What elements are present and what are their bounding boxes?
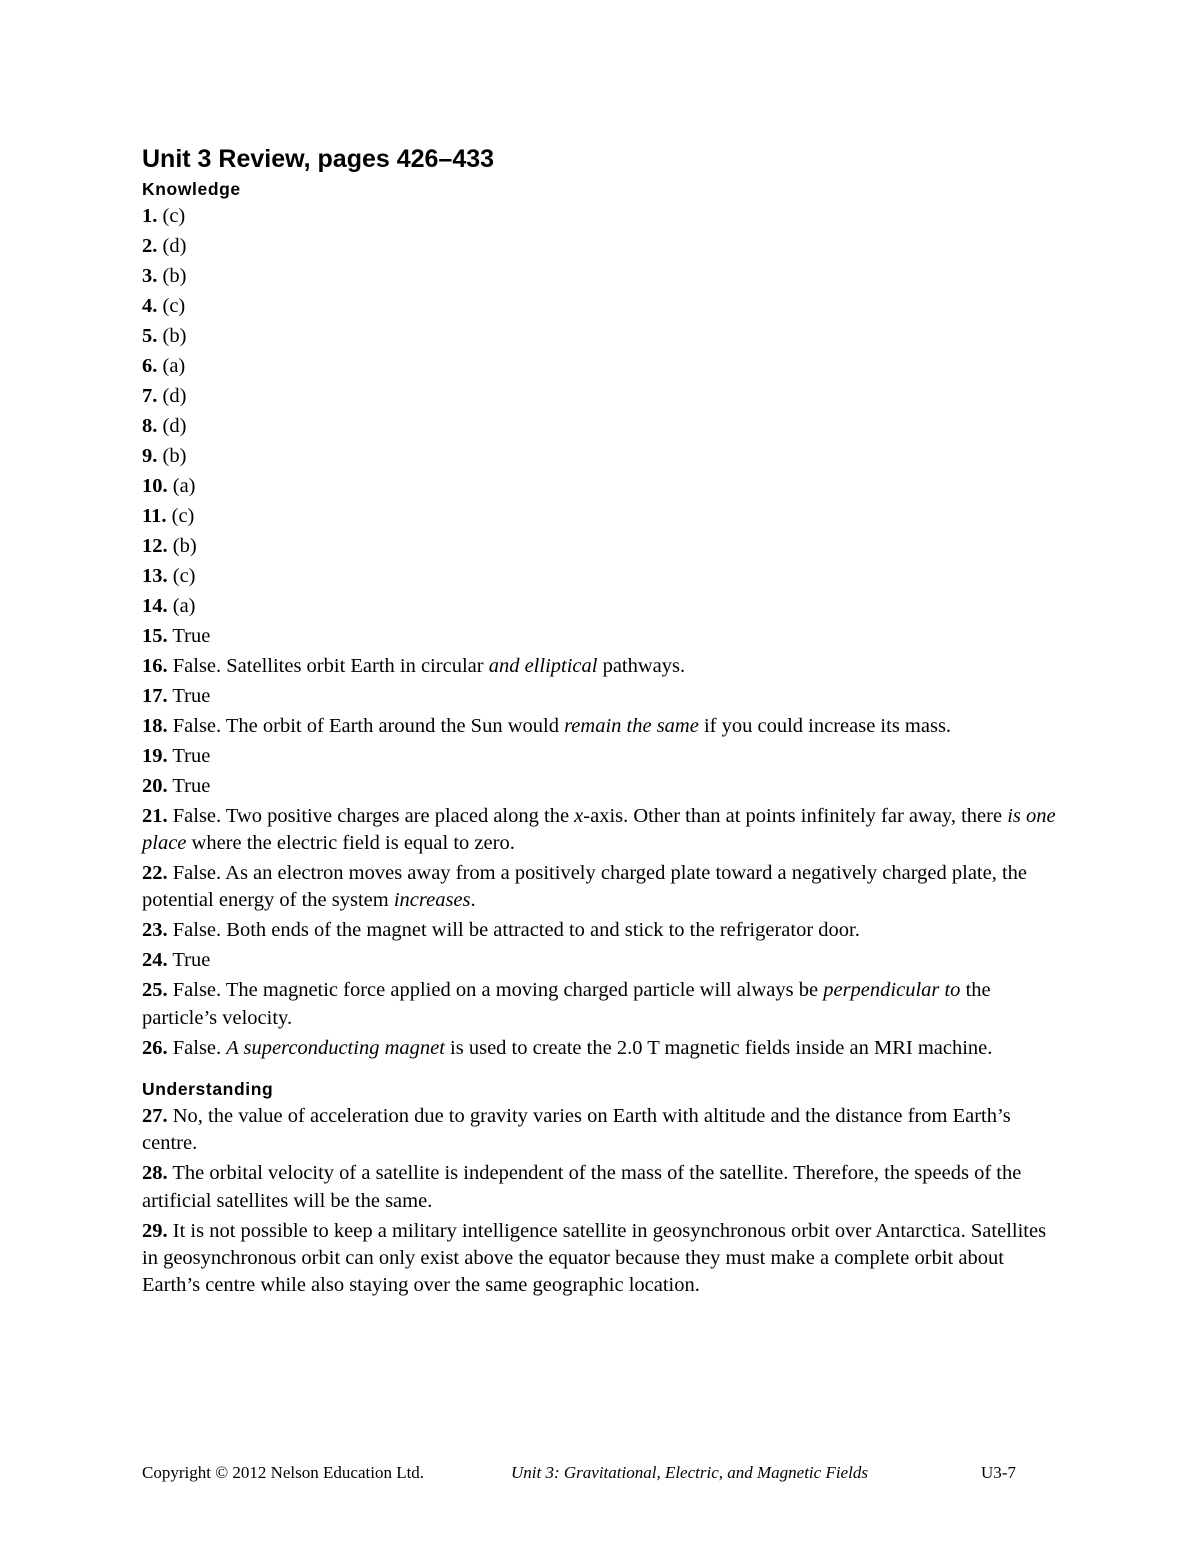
answer-emphasis: increases [393,889,471,912]
answer-item [142,263,1067,290]
section-heading-understanding: Understanding [142,1079,274,1100]
answer-number: 12. [142,534,168,557]
answer-item [142,323,1067,350]
answer-number: 1. [142,204,158,227]
answer-emphasis: A superconducting magnet [226,1036,445,1059]
answer-item [142,947,1067,974]
answer-item [142,743,1067,770]
answer-text: False. [167,1036,227,1059]
answer-text: True [167,774,211,797]
answer-text: It is not possible to keep a military intelligence satellite in geosynchronous orbit over Antarctica. Satellites in geosynchronous orbit can only exist above the equator because they must make a complete orbit about Earth’s centre while also staying over the same geographic location. [142,1219,1047,1297]
answer-item [142,353,1067,380]
answer-item [142,653,1067,680]
answer-text: if you could increase its mass. [698,714,952,737]
answer-text: (a) [157,354,186,377]
page-title: Unit 3 Review, pages 426–433 [142,145,495,173]
answer-text: (d) [157,234,187,257]
answer-item [142,1035,1067,1062]
answer-item [142,803,1067,858]
answer-item [142,473,1067,500]
answer-item [142,773,1067,800]
answer-text: the particle’s velocity. [142,979,991,1029]
answer-item [142,713,1067,740]
answer-number: 17. [142,684,168,707]
answer-number: 20. [142,774,168,797]
answer-number: 15. [142,624,168,647]
answer-number: 22. [142,862,168,884]
answer-text: (c) [166,504,195,527]
answer-text: False. The orbit of Earth around the Sun would [167,714,565,737]
answer-text: False. As an electron moves away from a positively charged plate toward a negatively charged plate, the potential energy of the system [142,862,1028,912]
answer-text: (c) [157,294,186,317]
answer-number: 3. [142,264,158,287]
answer-text: (a) [167,594,196,617]
answer-number: 18. [142,714,168,737]
answer-emphasis: x [574,804,584,827]
answer-item [142,860,1067,915]
answer-text: (d) [157,384,187,407]
answer-number: 16. [142,654,168,677]
answer-item [142,1103,1067,1158]
answer-text: True [167,949,211,972]
answer-emphasis: remain the same [564,714,699,737]
answer-text: is used to create the 2.0 T magnetic fields inside an MRI machine. [444,1036,993,1059]
answer-text: False. The magnetic force applied on a moving charged particle will always be [167,979,824,1002]
answer-item [142,1160,1067,1215]
answer-text: . [470,889,476,912]
answer-number: 19. [142,744,168,767]
answer-item [142,383,1067,410]
answer-text: (d) [157,414,187,437]
answer-number: 4. [142,294,158,317]
answer-text: (c) [167,564,196,587]
answer-text: (b) [157,444,187,467]
answer-text: pathways. [597,654,686,677]
answer-number: 23. [142,919,168,942]
answer-text: False. Satellites orbit Earth in circular [167,654,489,677]
answer-number: 6. [142,354,158,377]
answer-text: (a) [167,474,196,497]
answer-text: True [167,624,211,647]
answer-item [142,533,1067,560]
answer-text: True [167,744,211,767]
page-content [142,140,1067,1300]
answer-number: 26. [142,1036,168,1059]
answer-item [142,203,1067,230]
answer-text: (b) [157,324,187,347]
answer-item [142,623,1067,650]
answer-number: 13. [142,564,168,587]
answer-number: 5. [142,324,158,347]
answer-number: 28. [142,1162,168,1185]
answer-item [142,563,1067,590]
section-heading-knowledge: Knowledge [142,179,241,199]
answer-number: 10. [142,474,168,497]
answer-item [142,413,1067,440]
answer-text: (b) [157,264,187,287]
answer-number: 24. [142,949,168,972]
answer-emphasis: perpendicular to [823,979,961,1002]
answer-text: True [167,684,211,707]
answer-text: where the electric field is equal to zero. [186,832,515,854]
answer-item [142,1218,1067,1300]
answer-item [142,977,1067,1032]
answer-number: 14. [142,594,168,617]
answer-number: 29. [142,1219,168,1242]
answer-text: (c) [157,204,186,227]
answer-number: 27. [142,1104,168,1127]
answer-text: False. Two positive charges are placed along the [167,804,575,827]
answer-text: False. Both ends of the magnet will be attracted to and stick to the refrigerator door. [167,919,860,942]
answer-item [142,293,1067,320]
answer-number: 11. [142,504,167,527]
answer-item [142,917,1067,944]
answer-emphasis: is one place [142,804,1056,854]
answer-number: 2. [142,234,158,257]
section-spacer [142,1062,1067,1078]
answer-item [142,503,1067,530]
answer-item [142,593,1067,620]
answer-number: 8. [142,414,158,437]
answer-item [142,233,1067,260]
answer-text: No, the value of acceleration due to gravity varies on Earth with altitude and the distance from Earth’s centre. [142,1104,1011,1155]
footer-copyright: Copyright © 2012 Nelson Education Ltd. [142,1463,425,1482]
answer-text: The orbital velocity of a satellite is independent of the mass of the satellite. Therefore, the speeds of the artificial satellites will be the same. [142,1162,1022,1212]
knowledge-answer-list [142,203,1067,1063]
understanding-answer-list [142,1103,1067,1300]
answer-number: 9. [142,444,158,467]
answer-emphasis: and elliptical [488,654,598,677]
answer-text: -axis. Other than at points infinitely far away, there [583,804,1008,827]
answer-number: 7. [142,384,158,407]
answer-number: 21. [142,804,168,827]
footer-page-number: U3-7 [981,1463,1016,1482]
answer-item [142,443,1067,470]
answer-text: (b) [167,534,197,557]
answer-number: 25. [142,979,168,1002]
answer-item [142,683,1067,710]
footer-unit-title: Unit 3: Gravitational, Electric, and Magnetic Fields [511,1463,868,1482]
